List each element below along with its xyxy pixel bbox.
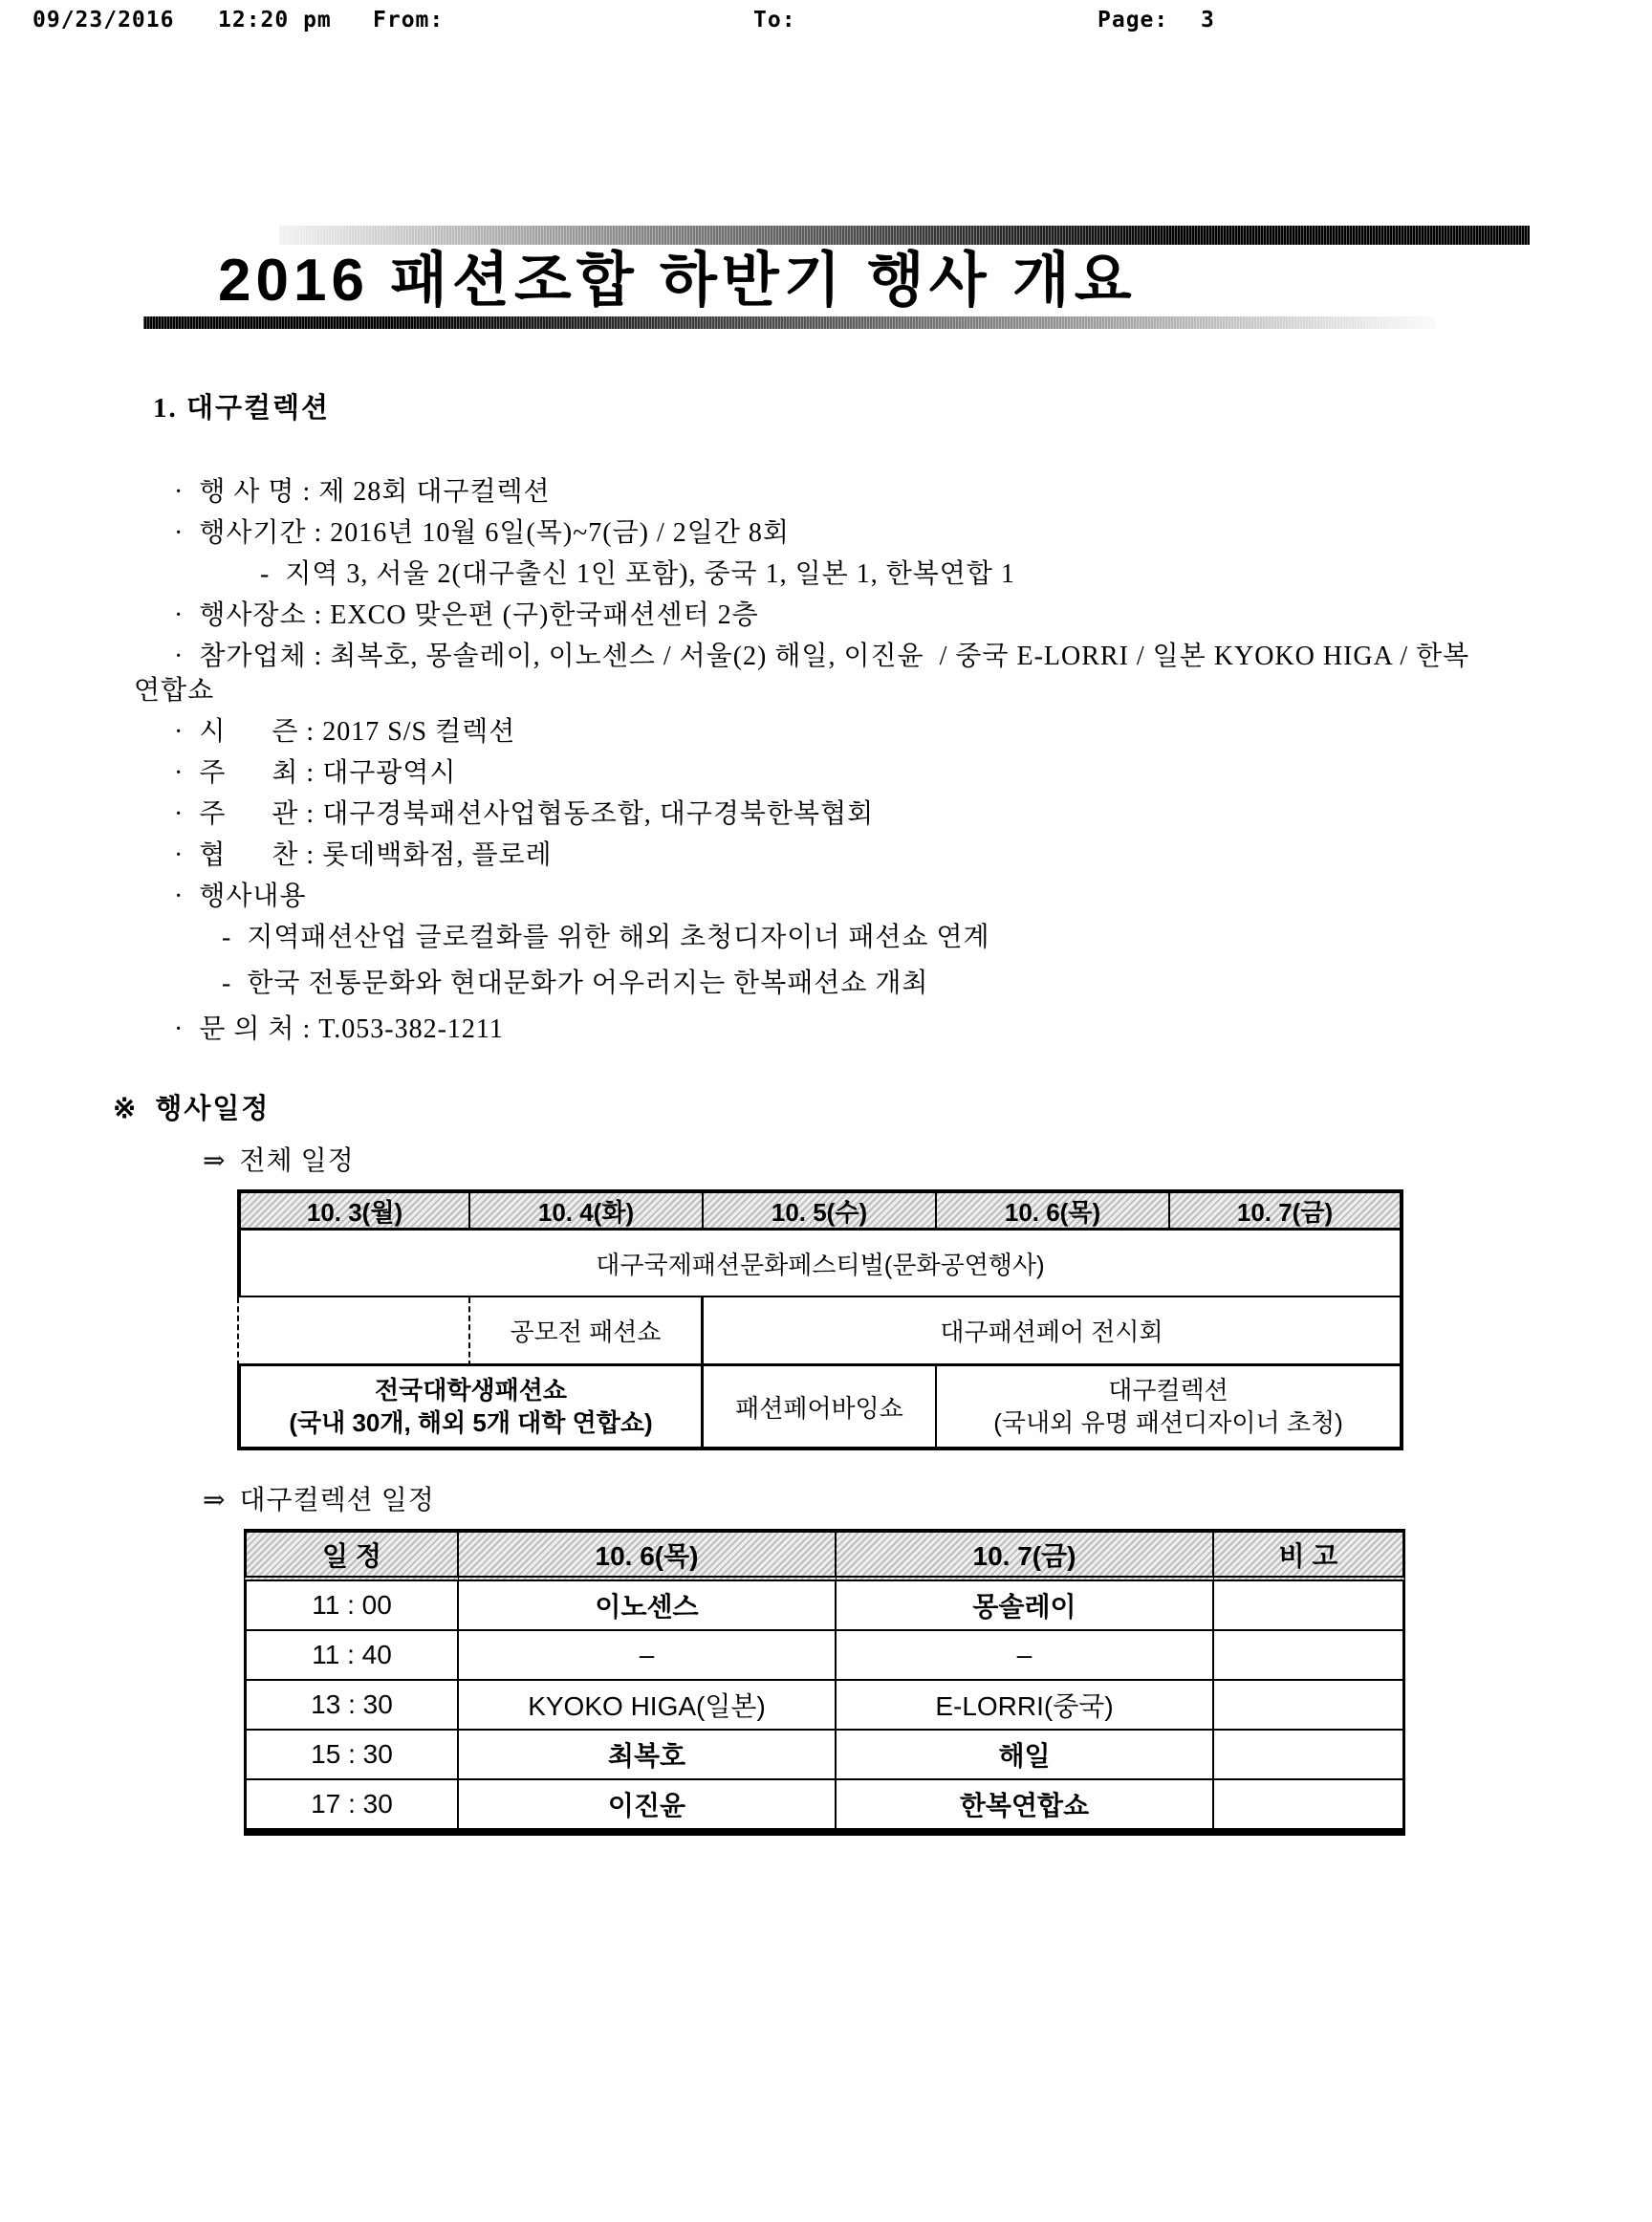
detail-line-event-name	[134, 475, 1530, 510]
detail-line-host	[134, 756, 1530, 791]
section-1-heading: 1. 대구컬렉션	[153, 393, 331, 424]
t2-note-cell	[1214, 1631, 1405, 1681]
detail-text: 행사내용	[199, 882, 307, 911]
detail-text: 주 최 : 대구광역시	[199, 758, 457, 788]
detail-line-season	[134, 715, 1530, 750]
t2-designer-cell: KYOKO HIGA(일본)	[459, 1681, 837, 1731]
bullet-dot: ·	[174, 642, 185, 671]
university-show-title: 전국대학생패션쇼	[375, 1376, 567, 1405]
schedule-section-heading	[113, 1087, 1530, 1126]
bullet-dot: ·	[174, 600, 185, 630]
t2-designer-cell: E-LORRI(중국)	[837, 1681, 1214, 1731]
schedule-heading-text: 행사일정	[155, 1094, 271, 1124]
t2-header-fri: 10. 7(금)	[837, 1529, 1214, 1581]
overall-schedule-table	[237, 1189, 1530, 1450]
detail-text: 행 사 명 : 제 28회 대구컬렉션	[199, 477, 551, 507]
detail-text: 시 즌 : 2017 S/S 컬렉션	[199, 717, 516, 747]
reference-mark: ※	[113, 1094, 139, 1124]
detail-text: 협 찬 : 롯데백화점, 플로레	[199, 840, 553, 870]
t2-time-cell: 15 : 30	[244, 1731, 459, 1780]
t2-note-cell	[1214, 1780, 1405, 1836]
t2-designer-cell: –	[459, 1631, 837, 1681]
overall-schedule-label-text: 전체 일정	[239, 1146, 355, 1176]
t1-header-mon: 10. 3(월)	[237, 1189, 470, 1231]
t2-time-cell: 13 : 30	[244, 1681, 459, 1731]
bullet-dot: ·	[174, 477, 185, 507]
bullet-dot: ·	[174, 840, 185, 870]
t2-designer-cell: 몽솔레이	[837, 1581, 1214, 1631]
document-body	[113, 386, 1530, 1836]
page-title: 2016 패션조합 하반기 행사 개요	[218, 248, 1137, 314]
t2-designer-cell: 이진윤	[459, 1780, 837, 1836]
t2-designer-cell: 한복연합쇼	[837, 1780, 1214, 1836]
detail-text: 행사기간 : 2016년 10월 6일(목)~7(금) / 2일간 8회	[199, 518, 790, 548]
detail-text: 행사장소 : EXCO 맞은편 (구)한국패션센터 2층	[199, 600, 759, 630]
detail-text: 주 관 : 대구경북패션사업협동조합, 대구경북한복협회	[199, 799, 875, 829]
t1-fashion-fair-cell: 대구패션페어 전시회	[704, 1297, 1403, 1366]
t1-header-wed: 10. 5(수)	[704, 1189, 937, 1231]
t1-festival-row: 대구국제패션문화페스티벌(문화공연행사)	[237, 1231, 1403, 1297]
dash-marker: -	[222, 923, 232, 952]
detail-line-event-contents	[134, 880, 1530, 914]
t1-university-show-cell	[237, 1366, 704, 1450]
bullet-dot: ·	[174, 882, 185, 911]
t2-time-cell: 17 : 30	[244, 1780, 459, 1836]
fax-page-label: Page:	[1098, 8, 1169, 33]
t2-designer-cell: –	[837, 1631, 1214, 1681]
t1-header-thu: 10. 6(목)	[937, 1189, 1170, 1231]
title-block	[0, 226, 1652, 329]
t2-header-note: 비 고	[1214, 1529, 1405, 1581]
arrow-icon: ⇒	[203, 1146, 227, 1176]
bullet-dot: ·	[174, 1014, 185, 1044]
daegu-collection-subtitle: (국내외 유명 패션디자이너 초청)	[993, 1408, 1343, 1437]
t2-header-thu: 10. 6(목)	[459, 1529, 837, 1581]
fax-time: 12:20 pm	[218, 8, 332, 33]
detail-line-organizer	[134, 797, 1530, 832]
detail-line-sponsor	[134, 839, 1530, 873]
t1-daegu-collection-cell	[937, 1366, 1403, 1450]
bullet-dot: ·	[174, 518, 185, 548]
bullet-dot: ·	[174, 758, 185, 788]
detail-text: 지역 3, 서울 2(대구출신 1인 포함), 중국 1, 일본 1, 한복연합 1	[285, 559, 1015, 589]
detail-text: 참가업체 : 최복호, 몽솔레이, 이노센스 / 서울(2) 해일, 이진윤 / 중국 E-LORRI / 일본 KYOKO HIGA / 한복연합쇼	[134, 642, 1470, 706]
collection-schedule-table	[244, 1529, 1530, 1836]
t1-buying-show-cell: 패션페어바잉쇼	[704, 1366, 937, 1450]
bullet-dot: ·	[174, 717, 185, 747]
detail-line-event-period	[134, 516, 1530, 551]
detail-line-glocal-shows	[134, 921, 1530, 955]
bullet-dot: ·	[174, 799, 185, 829]
t2-time-cell: 11 : 40	[244, 1631, 459, 1681]
detail-line-venue	[134, 599, 1530, 633]
title-bottom-gradient-bar	[143, 316, 1436, 329]
university-show-subtitle: (국내 30개, 해외 5개 대학 연합쇼)	[289, 1408, 653, 1437]
t1-header-tue: 10. 4(화)	[470, 1189, 704, 1231]
detail-line-contact	[134, 1013, 1530, 1047]
detail-text: 지역패션산업 글로컬화를 위한 해외 초청디자이너 패션쇼 연계	[247, 923, 990, 952]
detail-line-region-breakdown	[134, 557, 1530, 592]
t1-empty-cell	[237, 1297, 470, 1366]
t2-time-cell: 11 : 00	[244, 1581, 459, 1631]
t2-header-time: 일 정	[244, 1529, 459, 1581]
collection-schedule-label	[203, 1479, 1530, 1517]
t2-designer-cell: 최복호	[459, 1731, 837, 1780]
fax-date: 09/23/2016	[33, 8, 175, 33]
detail-text: 한국 전통문화와 현대문화가 어우러지는 한복패션쇼 개최	[247, 969, 929, 998]
title-top-gradient-bar	[279, 226, 1530, 245]
t2-designer-cell: 해일	[837, 1731, 1214, 1780]
collection-schedule-label-text: 대구컬렉션 일정	[239, 1486, 435, 1515]
t1-contest-show-cell: 공모전 패션쇼	[470, 1297, 704, 1366]
daegu-collection-title: 대구컬렉션	[1108, 1376, 1228, 1405]
detail-line-participants	[134, 640, 1491, 708]
dash-marker: -	[222, 969, 232, 998]
fax-page-number: 3	[1201, 8, 1215, 33]
dash-marker: -	[260, 559, 271, 589]
overall-schedule-label	[203, 1140, 1530, 1178]
t2-note-cell	[1214, 1731, 1405, 1780]
fax-transmission-header	[0, 8, 1652, 40]
fax-to-label: To:	[753, 8, 796, 33]
t2-note-cell	[1214, 1581, 1405, 1631]
fax-from-label: From:	[373, 8, 445, 33]
t2-designer-cell: 이노센스	[459, 1581, 837, 1631]
detail-line-hanbok-show	[134, 967, 1530, 1001]
arrow-icon: ⇒	[203, 1486, 227, 1515]
t1-header-fri: 10. 7(금)	[1170, 1189, 1403, 1231]
t2-note-cell	[1214, 1681, 1405, 1731]
detail-text: 문 의 처 : T.053-382-1211	[199, 1014, 504, 1044]
